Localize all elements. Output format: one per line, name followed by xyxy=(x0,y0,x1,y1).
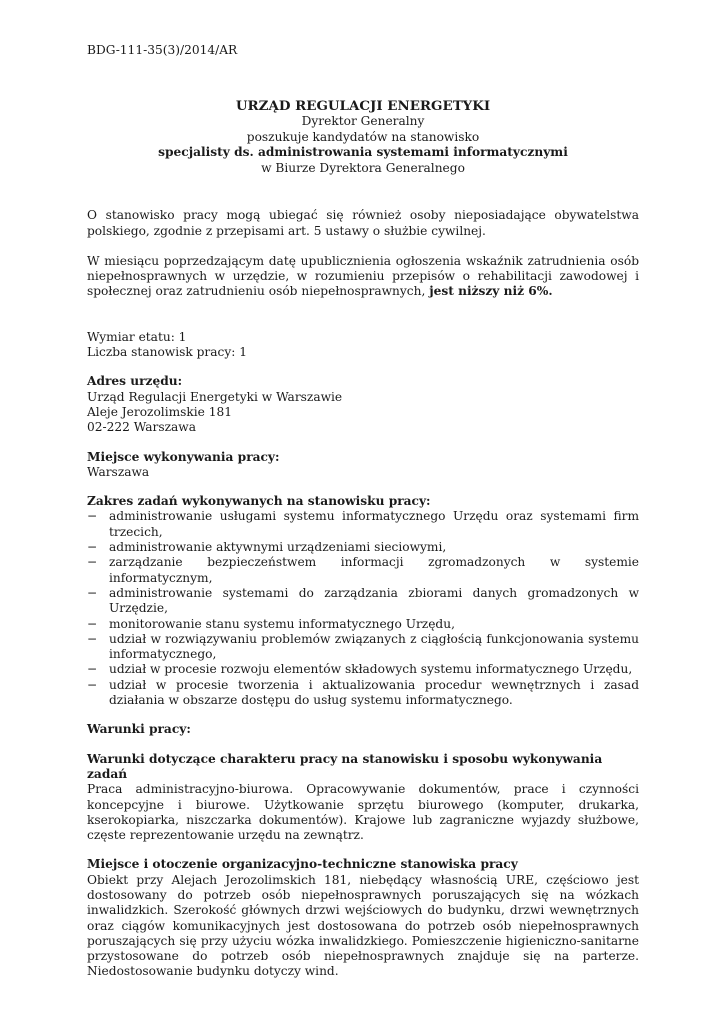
address-line-2: Aleje Jerozolimskie 181 xyxy=(87,404,233,419)
tasks-list xyxy=(87,509,639,708)
workload-line: Wymiar etatu: 1 xyxy=(87,329,187,344)
work-character-text: Praca administracyjno-biurowa. Opracowywanie dokumentów, prace i czynności koncepcyjne i biurowe. Użytkowanie sprzętu biurowego (komputer, drukarka, kserokopiarka, niszczarka dokumentów). Krajowe lub zagraniczne wyjazdy służbowe, częste reprezentowanie urzędu na zewnątrz. xyxy=(87,782,639,843)
work-place-title: Miejsce wykonywania pracy: xyxy=(87,449,280,464)
tasks-section xyxy=(87,494,639,708)
dash-bullet: − xyxy=(87,631,98,646)
position-title: specjalisty ds. administrowania systemami informatycznymi xyxy=(158,145,568,160)
address-line-1: Urząd Regulacji Energetyki w Warszawie xyxy=(87,389,343,404)
organization-name: URZĄD REGULACJI ENERGETYKI xyxy=(235,98,491,115)
work-environment-title: Miejsce i otoczenie organizacyjno-techniczne stanowiska pracy xyxy=(87,857,518,872)
document-reference-number: BDG-111-35(3)/2014/AR xyxy=(87,43,238,57)
task-item xyxy=(87,586,639,617)
document-header xyxy=(87,98,639,176)
dash-bullet: − xyxy=(87,509,98,524)
work-environment-section xyxy=(87,857,639,979)
header-line-director: Dyrektor Generalny xyxy=(301,114,425,129)
work-conditions-heading-section xyxy=(87,722,639,737)
task-item-text: administrowanie usługami systemu informatycznego Urzędu oraz systemami firm trzecich, xyxy=(109,509,639,539)
dash-bullet: − xyxy=(87,677,98,692)
task-item xyxy=(87,632,639,663)
document-page xyxy=(87,43,639,994)
office-address-section xyxy=(87,374,639,435)
work-place-section xyxy=(87,450,639,481)
dash-bullet: − xyxy=(87,662,98,677)
work-conditions-title: Warunki pracy: xyxy=(87,722,191,737)
position-details xyxy=(87,330,639,361)
disability-paragraph-emphasis: jest niższy niż 6%. xyxy=(429,284,553,299)
task-item-text: administrowanie systemami do zarządzania zbiorami danych gromadzonych w Urzędzie, xyxy=(109,585,639,616)
task-item xyxy=(87,617,639,632)
dash-bullet: − xyxy=(87,616,98,631)
task-item-text: udział w procesie tworzenia i aktualizowania procedur wewnętrznych i zasad działania w obszarze dostępu do usług systemu informatycznego. xyxy=(109,677,639,708)
department-name: w Biurze Dyrektora Generalnego xyxy=(261,160,465,175)
task-item xyxy=(87,555,639,586)
dash-bullet: − xyxy=(87,585,98,600)
citizenship-paragraph: O stanowisko pracy mogą ubiegać się również osoby nieposiadające obywatelstwa polskiego, zgodnie z przepisami art. 5 ustawy o służbie cywilnej. xyxy=(87,208,639,238)
dash-bullet: − xyxy=(87,555,98,570)
task-item-text: administrowanie aktywnymi urządzeniami sieciowymi, xyxy=(109,540,447,555)
disability-paragraph xyxy=(87,254,639,300)
task-item xyxy=(87,662,639,677)
positions-count-line: Liczba stanowisk pracy: 1 xyxy=(87,345,247,360)
work-environment-text: Obiekt przy Alejach Jerozolimskich 181, niebędący własnością URE, częściowo jest dostosowany do potrzeb osób niepełnosprawnych poruszających się na wózkach inwalidzkich. Szerokość głównych drzwi wejściowych do budynku, drzwi wewnętrznych oraz ciągów komunikacyjnych jest dostosowana do potrzeb osób niepełnosprawnych poruszających się przy użyciu wózka inwalidzkiego. Pomieszczenie higieniczno-sanitarne przystosowane do potrzeb osób niepełnosprawnych znajduje się na parterze. Niedostosowanie budynku dotyczy wind. xyxy=(87,872,639,979)
work-character-title: Warunki dotyczące charakteru pracy na stanowisku i sposobu wykonywania zadań xyxy=(87,751,603,781)
tasks-title: Zakres zadań wykonywanych na stanowisku pracy: xyxy=(87,494,431,509)
task-item-text: zarządzanie bezpieczeństwem informacji zgromadzonych w systemie informatycznym, xyxy=(109,555,639,585)
task-item-text: udział w procesie rozwoju elementów składowych systemu informatycznego Urzędu, xyxy=(109,662,633,677)
task-item xyxy=(87,540,639,555)
task-item xyxy=(87,678,639,709)
task-item-text: monitorowanie stanu systemu informatycznego Urzędu, xyxy=(109,616,455,631)
address-line-3: 02-222 Warszawa xyxy=(87,420,196,435)
task-item xyxy=(87,509,639,540)
disability-paragraph-text: W miesiącu poprzedzającym datę upublicznienia ogłoszenia wskaźnik zatrudnienia osób niepełnosprawnych w urzędzie, w rozumieniu przepisów o rehabilitacji zawodowej i społecznej oraz zatrudnieniu osób niepełnosprawnych, xyxy=(87,253,639,299)
work-character-section xyxy=(87,752,639,844)
header-line-seeking: poszukuje kandydatów na stanowisko xyxy=(246,129,480,144)
dash-bullet: − xyxy=(87,540,98,555)
work-place-value: Warszawa xyxy=(87,464,150,479)
office-address-title: Adres urzędu: xyxy=(87,374,183,389)
task-item-text: udział w rozwiązywaniu problemów związanych z ciągłością funkcjonowania systemu informatycznego, xyxy=(109,631,639,662)
